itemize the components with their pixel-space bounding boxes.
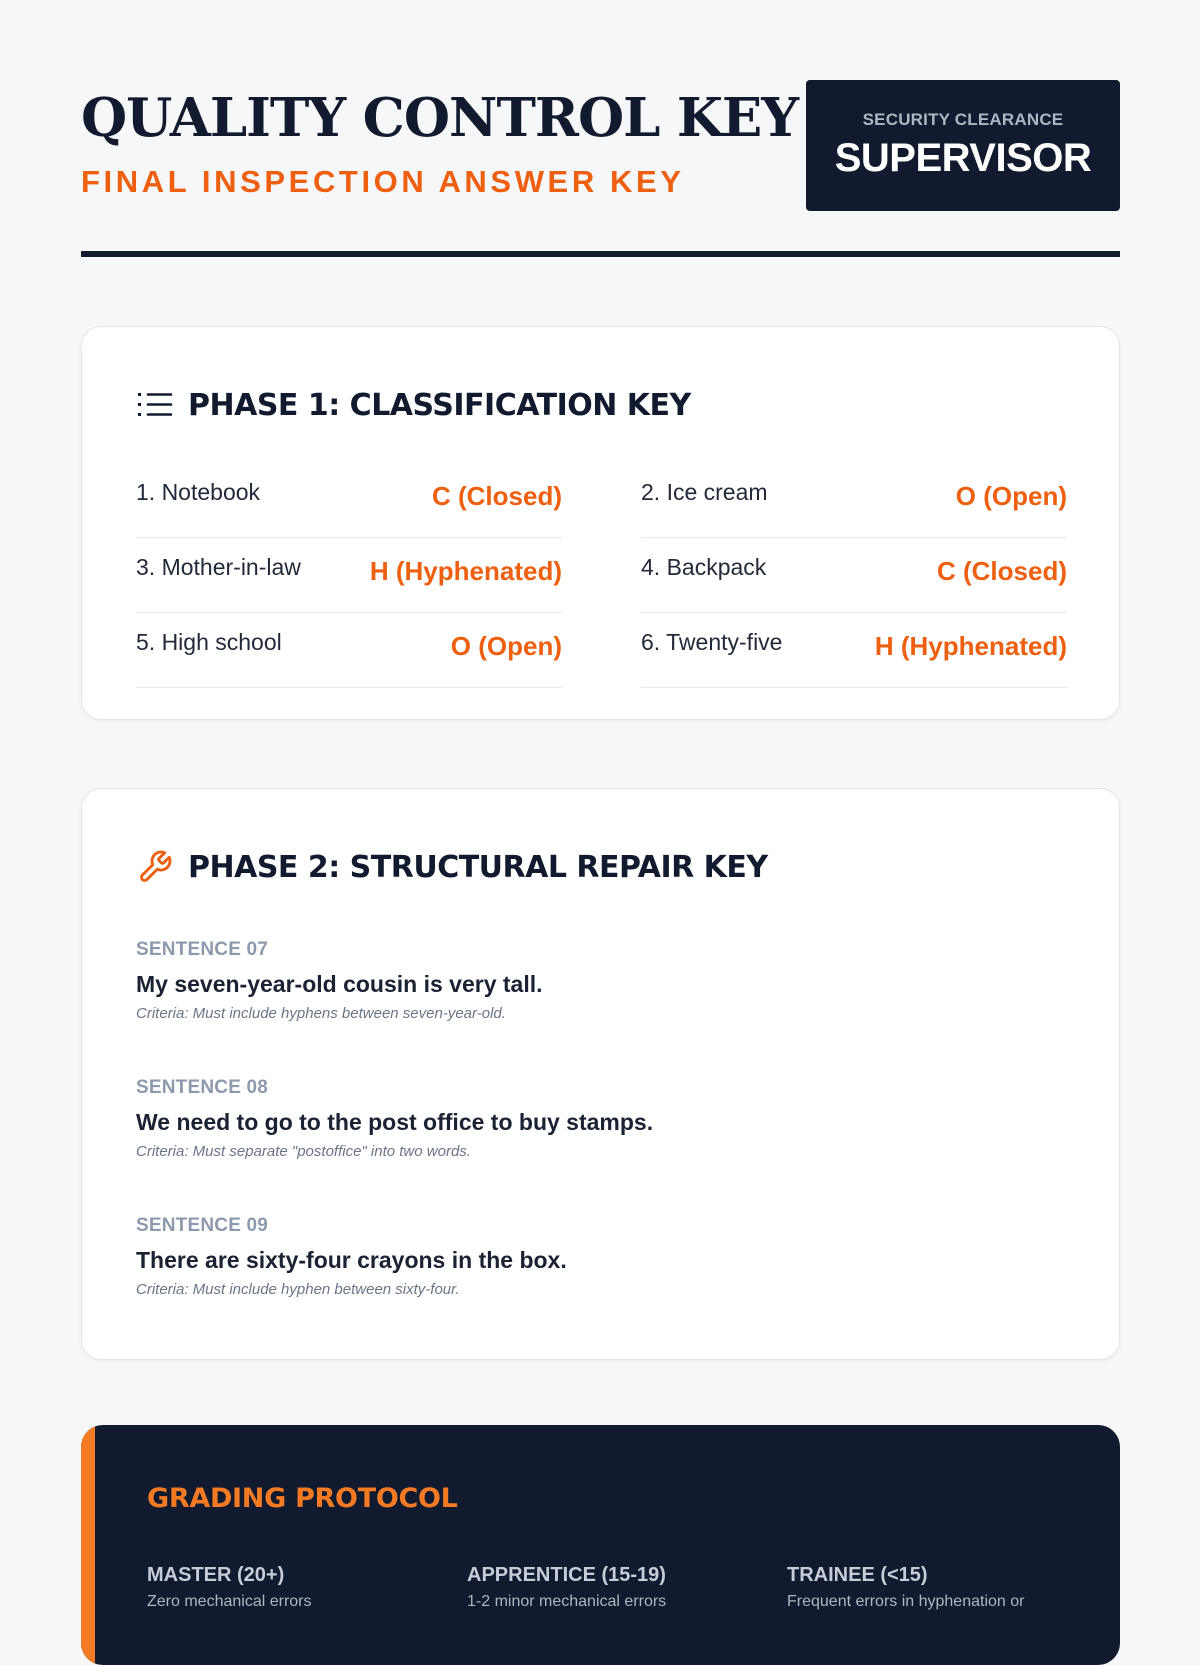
item-answer: H (Hyphenated) bbox=[369, 556, 562, 586]
grading-tier bbox=[467, 1564, 767, 1611]
classification-key-header bbox=[136, 387, 691, 423]
list-icon bbox=[136, 387, 174, 423]
security-clearance-badge bbox=[806, 80, 1120, 211]
tier-name: MASTER (20+) bbox=[147, 1564, 285, 1586]
classification-key-title: PHASE 1: CLASSIFICATION KEY bbox=[188, 387, 691, 423]
page-subtitle: FINAL INSPECTION ANSWER KEY bbox=[81, 164, 685, 199]
sentence-number: SENTENCE 09 bbox=[136, 1215, 269, 1236]
list-item bbox=[641, 537, 1067, 613]
list-item bbox=[641, 462, 1067, 538]
item-answer: H (Hyphenated) bbox=[874, 631, 1067, 661]
sentence-text: My seven-year-old cousin is very tall. bbox=[136, 971, 543, 997]
item-answer: O (Open) bbox=[450, 631, 562, 661]
structural-repair-key-card bbox=[81, 788, 1120, 1360]
sentence-criteria: Criteria: Must include hyphen between sixty-four. bbox=[136, 1281, 460, 1298]
sentence-text: We need to go to the post office to buy stamps. bbox=[136, 1109, 654, 1135]
page-title: QUALITY CONTROL KEY bbox=[81, 87, 799, 149]
header-divider bbox=[81, 251, 1120, 257]
grading-protocol-title: GRADING PROTOCOL bbox=[147, 1483, 458, 1514]
tier-name: TRAINEE (<15) bbox=[787, 1564, 928, 1586]
grading-protocol-panel bbox=[81, 1425, 1120, 1665]
item-name: 6. Twenty-five bbox=[641, 629, 783, 655]
item-name: 2. Ice cream bbox=[641, 479, 768, 505]
classification-key-card bbox=[81, 326, 1120, 720]
tier-name: APPRENTICE (15-19) bbox=[467, 1564, 666, 1586]
sentence-text: There are sixty-four crayons in the box. bbox=[136, 1247, 567, 1273]
structural-repair-key-header bbox=[136, 849, 768, 885]
item-answer: C (Closed) bbox=[432, 481, 562, 511]
sentence-block bbox=[136, 1077, 1036, 1160]
sentence-criteria: Criteria: Must include hyphens between seven-year-old. bbox=[136, 1005, 506, 1022]
sentence-criteria: Criteria: Must separate "postoffice" into two words. bbox=[136, 1143, 471, 1160]
list-item bbox=[136, 537, 562, 613]
structural-repair-key-title: PHASE 2: STRUCTURAL REPAIR KEY bbox=[188, 849, 768, 885]
clearance-level: SUPERVISOR bbox=[834, 136, 1092, 180]
item-name: 3. Mother-in-law bbox=[136, 554, 301, 580]
list-item bbox=[641, 612, 1067, 688]
item-name: 4. Backpack bbox=[641, 554, 767, 580]
tier-description: Zero mechanical errors bbox=[147, 1593, 312, 1610]
sentence-block bbox=[136, 1215, 1036, 1298]
accent-stripe bbox=[81, 1425, 95, 1665]
wrench-icon bbox=[136, 849, 174, 885]
item-answer: O (Open) bbox=[955, 481, 1067, 511]
clearance-label: SECURITY CLEARANCE bbox=[862, 110, 1064, 129]
sentence-number: SENTENCE 08 bbox=[136, 1077, 269, 1098]
sentence-number: SENTENCE 07 bbox=[136, 939, 269, 960]
page-header bbox=[81, 80, 1120, 260]
item-name: 1. Notebook bbox=[136, 479, 261, 505]
item-name: 5. High school bbox=[136, 629, 282, 655]
tier-description: 1-2 minor mechanical errors bbox=[467, 1593, 667, 1610]
grading-tier bbox=[787, 1564, 1087, 1611]
list-item bbox=[136, 612, 562, 688]
sentence-block bbox=[136, 939, 1036, 1022]
grading-tier bbox=[147, 1564, 447, 1611]
tier-description: Frequent errors in hyphenation or bbox=[787, 1593, 1025, 1610]
item-answer: C (Closed) bbox=[937, 556, 1067, 586]
list-item bbox=[136, 462, 562, 538]
